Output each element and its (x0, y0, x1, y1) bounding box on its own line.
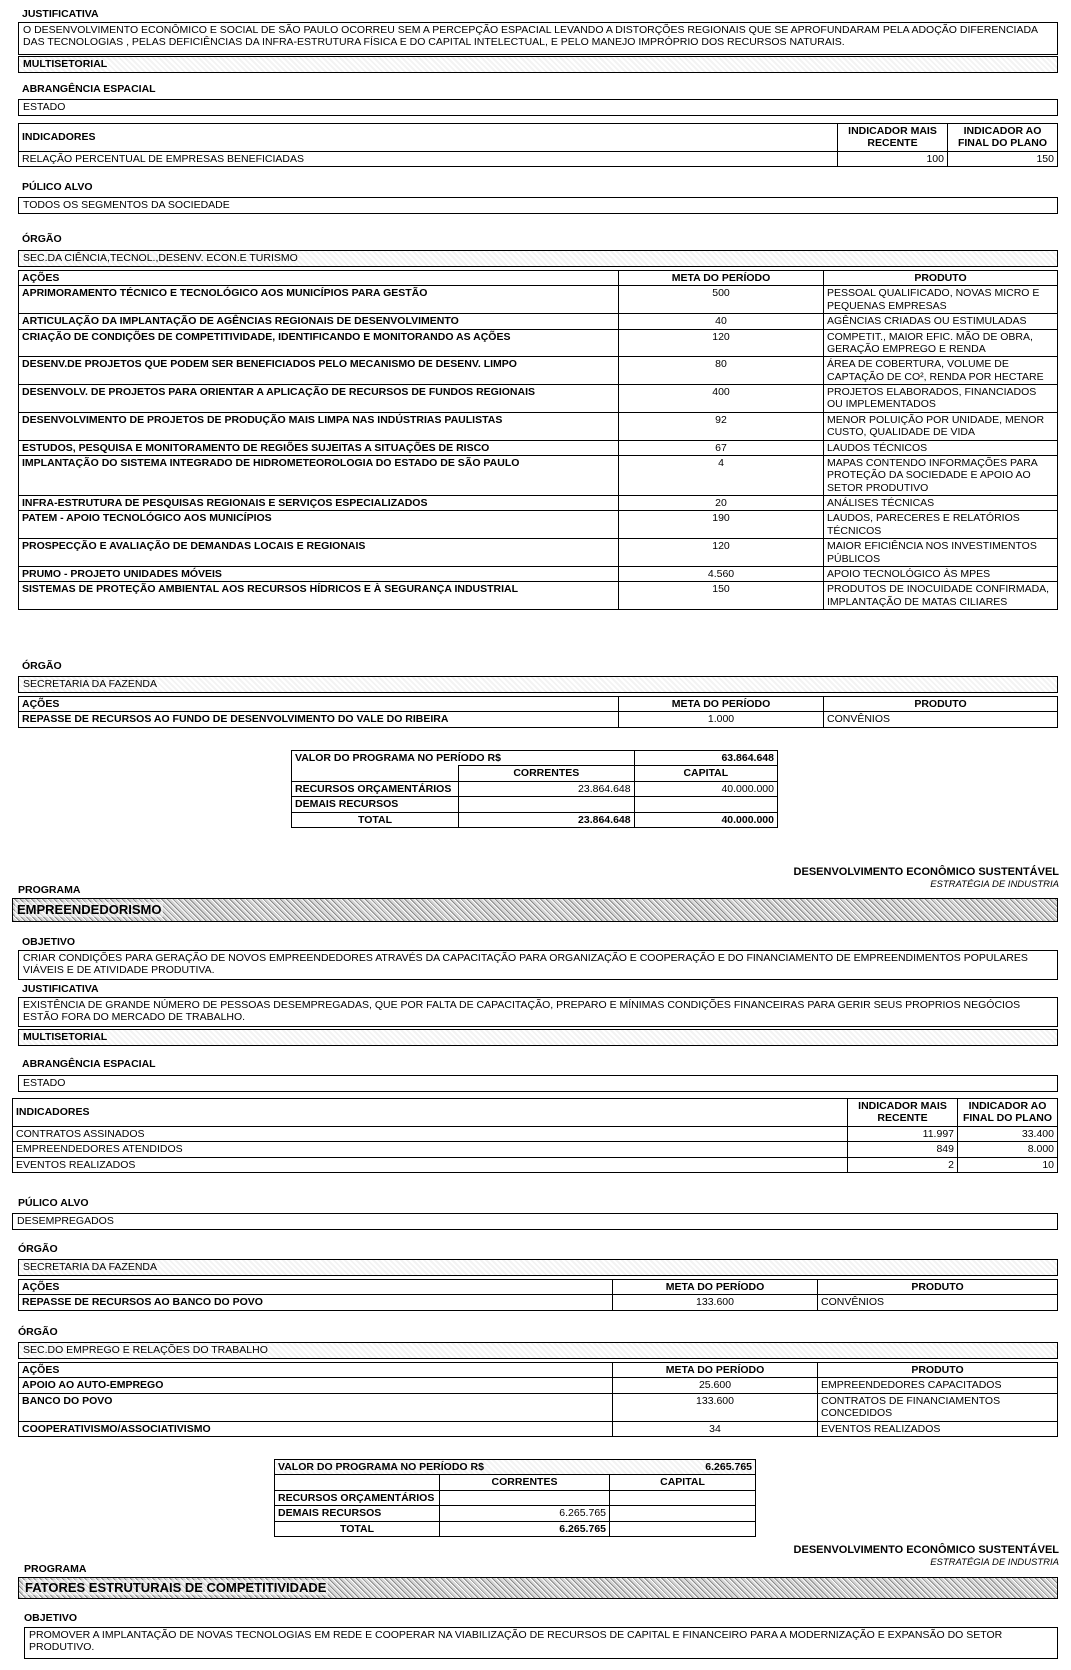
abrangencia-value: ESTADO (18, 1075, 1058, 1092)
table-row (19, 496, 1058, 511)
valor-title: VALOR DO PROGRAMA NO PERÍODO R$ (278, 1461, 484, 1473)
publico-value: DESEMPREGADOS (12, 1213, 1058, 1230)
cell-meta: 40 (619, 314, 824, 329)
cell-acao: DESENV.DE PROJETOS QUE PODEM SER BENEFICIADOS PELO MECANISMO DE DESENV. LIMPO (19, 357, 619, 385)
cell-meta: 120 (619, 329, 824, 357)
produto-header: PRODUTO (818, 1363, 1058, 1378)
valor-programa-table-1: VALOR DO PROGRAMA NO PERÍODO R$ 63.864.648 CORRENTES CAPITAL RECURSOS ORÇAMENTÁRIOS 23.864.648 40.000.000 DEMAIS RECURSOS TOTAL 23.864.648 40.000.000 (291, 750, 778, 828)
valor-total: 6.265.765 (610, 1460, 756, 1475)
orgao-name: SEC.DO EMPREGO E RELAÇÕES DO TRABALHO (18, 1342, 1058, 1359)
justificativa-text: EXISTÊNCIA DE GRANDE NÚMERO DE PESSOAS DESEMPREGADAS, QUE POR FALTA DE CAPACITAÇÃO, PREPARO E MÍNIMAS CONDIÇÕES FINANCEIRAS PARA GERIR SEUS PROPRIOS NEGÓCIOS ESTÃO FORA DO MERCADO DE TRABALHO. (18, 997, 1058, 1027)
programa-label: PROGRAMA (24, 1563, 87, 1575)
table-row (19, 1378, 1058, 1393)
objetivo-label: OBJETIVO (24, 1612, 78, 1624)
cell-acao: IMPLANTAÇÃO DO SISTEMA INTEGRADO DE HIDROMETEOROLOGIA DO ESTADO DE SÃO PAULO (19, 455, 619, 495)
cell-acao: PATEM - APOIO TECNOLÓGICO AOS MUNICÍPIOS (19, 511, 619, 539)
acoes-table-1 (18, 270, 1058, 610)
cell-produto: LAUDOS TÉCNICOS (824, 440, 1058, 455)
cell-acao: INFRA-ESTRUTURA DE PESQUISAS REGIONAIS E SERVIÇOS ESPECIALIZADOS (19, 496, 619, 511)
table-row (19, 1295, 1058, 1310)
cell-produto: CONVÊNIOS (818, 1295, 1058, 1310)
cell-produto: LAUDOS, PARECERES E RELATÓRIOS TÉCNICOS (824, 511, 1058, 539)
programa-label: PROGRAMA (18, 884, 81, 896)
table-row (19, 1393, 1058, 1421)
table-row (19, 712, 1058, 727)
table-row (19, 314, 1058, 329)
objetivo-text: PROMOVER A IMPLANTAÇÃO DE NOVAS TECNOLOGIAS EM REDE E COOPERAR NA VIABILIZAÇÃO DE RECURSOS DE CAPITAL E FINANCEIRO PARA A MODERNIZAÇÃO E EXPANSÃO DO SETOR PRODUTIVO. (24, 1627, 1058, 1659)
table-row (19, 440, 1058, 455)
objetivo-label: OBJETIVO (22, 936, 76, 948)
cell-produto: EVENTOS REALIZADOS (818, 1421, 1058, 1436)
cell-produto: PROJETOS ELABORADOS, FINANCIADOS OU IMPLEMENTADOS (824, 385, 1058, 413)
cell-produto: MAPAS CONTENDO INFORMAÇÕES PARA PROTEÇÃO DA SOCIEDADE E APOIO AO SETOR PRODUTIVO (824, 455, 1058, 495)
cell-meta: 80 (619, 357, 824, 385)
meta-header: META DO PERÍODO (613, 1363, 818, 1378)
justificativa-text: O DESENVOLVIMENTO ECONÔMICO E SOCIAL DE SÃO PAULO OCORREU SEM A PERCEPÇÃO ESPACIAL LEVANDO A DISTORÇÕES REGIONAIS QUE SE APROFUNDARAM PELA ADOÇÃO DIFERENCIADA DAS TECNOLOGIAS , PELAS DEFICIÊNCIAS DA INFRA-ESTRUTURA FÍSICA E DO CAPITAL INTELECTUAL, E PELO MANEJO IMPRÓPRIO DOS RECURSOS NATURAIS. (18, 22, 1058, 55)
cell-meta: 67 (619, 440, 824, 455)
valor-programa-table-2: VALOR DO PROGRAMA NO PERÍODO R$ 6.265.765 CORRENTES CAPITAL RECURSOS ORÇAMENTÁRIOS DEMAIS RECURSOS 6.265.765 TOTAL 6.265.765 (274, 1459, 756, 1537)
meta-header: META DO PERÍODO (619, 697, 824, 712)
orgao-name: SECRETARIA DA FAZENDA (18, 676, 1058, 693)
publico-value: TODOS OS SEGMENTOS DA SOCIEDADE (18, 197, 1058, 214)
valor-total: 63.864.648 (634, 751, 777, 766)
indicador-final-header: INDICADOR AO FINAL DO PLANO (948, 124, 1058, 152)
cell-produto: ANÁLISES TÉCNICAS (824, 496, 1058, 511)
cell-produto: EMPREENDEDORES CAPACITADOS (818, 1378, 1058, 1393)
indicador-recente-header: INDICADOR MAIS RECENTE (848, 1099, 958, 1127)
cell-acao: ARTICULAÇÃO DA IMPLANTAÇÃO DE AGÊNCIAS REGIONAIS DE DESENVOLVIMENTO (19, 314, 619, 329)
cell-meta: 190 (619, 511, 824, 539)
abrangencia-label: ABRANGÊNCIA ESPACIAL (22, 1058, 156, 1070)
cell-acao: APOIO AO AUTO-EMPREGO (19, 1378, 613, 1393)
acoes-header: AÇÕES (19, 697, 619, 712)
acoes-header: AÇÕES (19, 271, 619, 286)
produto-header: PRODUTO (824, 271, 1058, 286)
justificativa-label: JUSTIFICATIVA (22, 8, 99, 20)
cell-meta: 4 (619, 455, 824, 495)
orgao-label: ÓRGÃO (22, 660, 62, 672)
cell-meta: 25.600 (613, 1378, 818, 1393)
acoes-header: AÇÕES (19, 1363, 613, 1378)
programa-banner (12, 898, 1058, 922)
table-row (19, 455, 1058, 495)
cell-acao: COOPERATIVISMO/ASSOCIATIVISMO (19, 1421, 613, 1436)
cell-produto: AGÊNCIAS CRIADAS OU ESTIMULADAS (824, 314, 1058, 329)
acoes-table-3 (18, 1279, 1058, 1311)
table-row (19, 329, 1058, 357)
programa-banner (18, 1577, 1058, 1599)
cell-acao: DESENVOLV. DE PROJETOS PARA ORIENTAR A APLICAÇÃO DE RECURSOS DE FUNDOS REGIONAIS (19, 385, 619, 413)
objetivo-text: CRIAR CONDIÇÕES PARA GERAÇÃO DE NOVOS EMPREENDEDORES ATRAVÉS DA CAPACITAÇÃO PARA ORGANIZAÇÃO E COOPERAÇÃO E DO FINANCIAMENTO DE EMPREENDIMENTOS POPULARES VIÁVEIS E DE ATIVIDADE PRODUTIVA. (18, 950, 1058, 980)
table-row (19, 357, 1058, 385)
multisetorial: MULTISETORIAL (18, 1029, 1058, 1046)
cell-produto: COMPETIT., MAIOR EFIC. MÃO DE OBRA, GERAÇÃO EMPREGO E RENDA (824, 329, 1058, 357)
cell-meta: 133.600 (613, 1393, 818, 1421)
indicadores-label: INDICADORES (19, 124, 838, 152)
produto-header: PRODUTO (824, 697, 1058, 712)
abrangencia-value: ESTADO (18, 99, 1058, 116)
table-row (19, 511, 1058, 539)
produto-header: PRODUTO (818, 1280, 1058, 1295)
publico-label: PÚLICO ALVO (18, 1197, 89, 1209)
cell-acao: ESTUDOS, PESQUISA E MONITORAMENTO DE REGIÕES SUJEITAS A SITUAÇÕES DE RISCO (19, 440, 619, 455)
acoes-table-4 (18, 1362, 1058, 1437)
cell-acao: APRIMORAMENTO TÉCNICO E TECNOLÓGICO AOS MUNICÍPIOS PARA GESTÃO (19, 286, 619, 314)
strategy-header: DESENVOLVIMENTO ECONÔMICO SUSTENTÁVEL ESTRATÉGIA DE INDUSTRIA (793, 1544, 1059, 1568)
cell-produto: CONTRATOS DE FINANCIAMENTOS CONCEDIDOS (818, 1393, 1058, 1421)
table-row (19, 286, 1058, 314)
programa-name: EMPREENDEDORISMO (17, 902, 162, 917)
orgao-label: ÓRGÃO (18, 1326, 58, 1338)
acoes-table-2 (18, 696, 1058, 728)
valor-title: VALOR DO PROGRAMA NO PERÍODO R$ (295, 752, 501, 764)
orgao-label: ÓRGÃO (22, 233, 62, 245)
cell-meta: 20 (619, 496, 824, 511)
cell-meta: 500 (619, 286, 824, 314)
table-row (19, 385, 1058, 413)
cell-meta: 133.600 (613, 1295, 818, 1310)
cell-produto: APOIO TECNOLÓGICO ÀS MPES (824, 566, 1058, 581)
indicador-recente-header: INDICADOR MAIS RECENTE (838, 124, 948, 152)
table-row (19, 539, 1058, 567)
strategy-header: DESENVOLVIMENTO ECONÔMICO SUSTENTÁVEL ESTRATÉGIA DE INDUSTRIA (793, 866, 1059, 890)
meta-header: META DO PERÍODO (613, 1280, 818, 1295)
cell-meta: 34 (613, 1421, 818, 1436)
indicadores-label: INDICADORES (13, 1099, 848, 1127)
multisetorial: MULTISETORIAL (18, 56, 1058, 73)
indicador-final-header: INDICADOR AO FINAL DO PLANO (958, 1099, 1058, 1127)
table-row: CONTRATOS ASSINADOS 11.997 33.400 (13, 1126, 1058, 1141)
cell-meta: 400 (619, 385, 824, 413)
cell-acao: REPASSE DE RECURSOS AO FUNDO DE DESENVOLVIMENTO DO VALE DO RIBEIRA (19, 712, 619, 727)
cell-meta: 150 (619, 582, 824, 610)
table-row: EMPREENDEDORES ATENDIDOS 849 8.000 (13, 1142, 1058, 1157)
cell-acao: BANCO DO POVO (19, 1393, 613, 1421)
cell-meta: 92 (619, 412, 824, 440)
cell-produto: MAIOR EFICIÊNCIA NOS INVESTIMENTOS PÚBLICOS (824, 539, 1058, 567)
programa-name: FATORES ESTRUTURAIS DE COMPETITIVIDADE (25, 1580, 327, 1595)
publico-label: PÚLICO ALVO (22, 181, 93, 193)
cell-produto: PESSOAL QUALIFICADO, NOVAS MICRO E PEQUENAS EMPRESAS (824, 286, 1058, 314)
table-row (19, 566, 1058, 581)
table-row: RELAÇÃO PERCENTUAL DE EMPRESAS BENEFICIADAS 100 150 (19, 151, 1058, 166)
indicadores-table-2 (12, 1098, 1058, 1173)
cell-produto: CONVÊNIOS (824, 712, 1058, 727)
table-row: EVENTOS REALIZADOS 2 10 (13, 1157, 1058, 1172)
orgao-name: SEC.DA CIÊNCIA,TECNOL.,DESENV. ECON.E TURISMO (18, 250, 1058, 267)
table-row (19, 1421, 1058, 1436)
table-row (19, 412, 1058, 440)
cell-meta: 4.560 (619, 566, 824, 581)
indicadores-table-1 (18, 123, 1058, 167)
cell-acao: PROSPECÇÃO E AVALIAÇÃO DE DEMANDAS LOCAIS E REGIONAIS (19, 539, 619, 567)
table-row (19, 582, 1058, 610)
cell-acao: CRIAÇÃO DE CONDIÇÕES DE COMPETITIVIDADE, IDENTIFICANDO E MONITORANDO AS AÇÕES (19, 329, 619, 357)
cell-meta: 120 (619, 539, 824, 567)
cell-acao: REPASSE DE RECURSOS AO BANCO DO POVO (19, 1295, 613, 1310)
cell-meta: 1.000 (619, 712, 824, 727)
orgao-label: ÓRGÃO (18, 1243, 58, 1255)
cell-acao: PRUMO - PROJETO UNIDADES MÓVEIS (19, 566, 619, 581)
cell-produto: MENOR POLUIÇÃO POR UNIDADE, MENOR CUSTO, QUALIDADE DE VIDA (824, 412, 1058, 440)
justificativa-label: JUSTIFICATIVA (22, 983, 99, 995)
abrangencia-label: ABRANGÊNCIA ESPACIAL (22, 83, 156, 95)
cell-acao: SISTEMAS DE PROTEÇÃO AMBIENTAL AOS RECURSOS HÍDRICOS E À SEGURANÇA INDUSTRIAL (19, 582, 619, 610)
orgao-name: SECRETARIA DA FAZENDA (18, 1259, 1058, 1276)
meta-header: META DO PERÍODO (619, 271, 824, 286)
cell-produto: PRODUTOS DE INOCUIDADE CONFIRMADA, IMPLANTAÇÃO DE MATAS CILIARES (824, 582, 1058, 610)
cell-acao: DESENVOLVIMENTO DE PROJETOS DE PRODUÇÃO MAIS LIMPA NAS INDÚSTRIAS PAULISTAS (19, 412, 619, 440)
acoes-header: AÇÕES (19, 1280, 613, 1295)
cell-produto: ÁREA DE COBERTURA, VOLUME DE CAPTAÇÃO DE CO², RENDA POR HECTARE (824, 357, 1058, 385)
